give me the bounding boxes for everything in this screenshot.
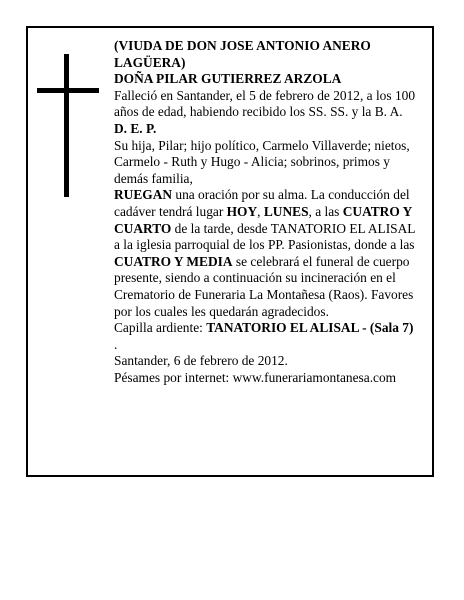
cross-vertical-bar — [64, 54, 69, 197]
cross-horizontal-bar — [37, 88, 99, 93]
cross-icon — [37, 54, 99, 197]
dep-line: D. E. P. — [114, 120, 157, 136]
death-statement: Falleció en Santander, el 5 de febrero de 2012, a los 100 años de edad, habiendo recibido los SS. SS. y la B. A. — [114, 87, 416, 120]
family-statement: Su hija, Pilar; hijo político, Carmelo Villaverde; nietos, Carmelo - Ruth y Hugo - Alicia; sobrinos, primos y demás familia, — [114, 137, 410, 186]
widow-line: (VIUDA DE DON JOSE ANTONIO ANERO LAGÜERA) — [114, 38, 371, 70]
chapel-line: Capilla ardiente: TANATORIO EL ALISAL - (Sala 7) . — [114, 320, 414, 352]
deceased-name: DOÑA PILAR GUTIERREZ ARZOLA — [114, 71, 342, 87]
obituary-text — [114, 38, 422, 386]
funeral-details: RUEGAN una oración por su alma. La conducción del cadáver tendrá lugar HOY, LUNES, a las CUATRO Y CUARTO de la tarde, desde TANATORIO EL ALISAL a la iglesia parroquial de los PP. Pasionistas, donde a las CUATRO Y MEDIA se celebrará el funeral de cuerpo presente, siendo a continuación su incineración en el Crematorio de Funeraria La Montañesa (Raos). Favores por los cuales les quedarán agradecidos. — [114, 187, 415, 319]
notice-date: Santander, 6 de febrero de 2012. — [114, 353, 288, 369]
condolences-link: Pésames por internet: www.funerariamontanesa.com — [114, 369, 397, 385]
